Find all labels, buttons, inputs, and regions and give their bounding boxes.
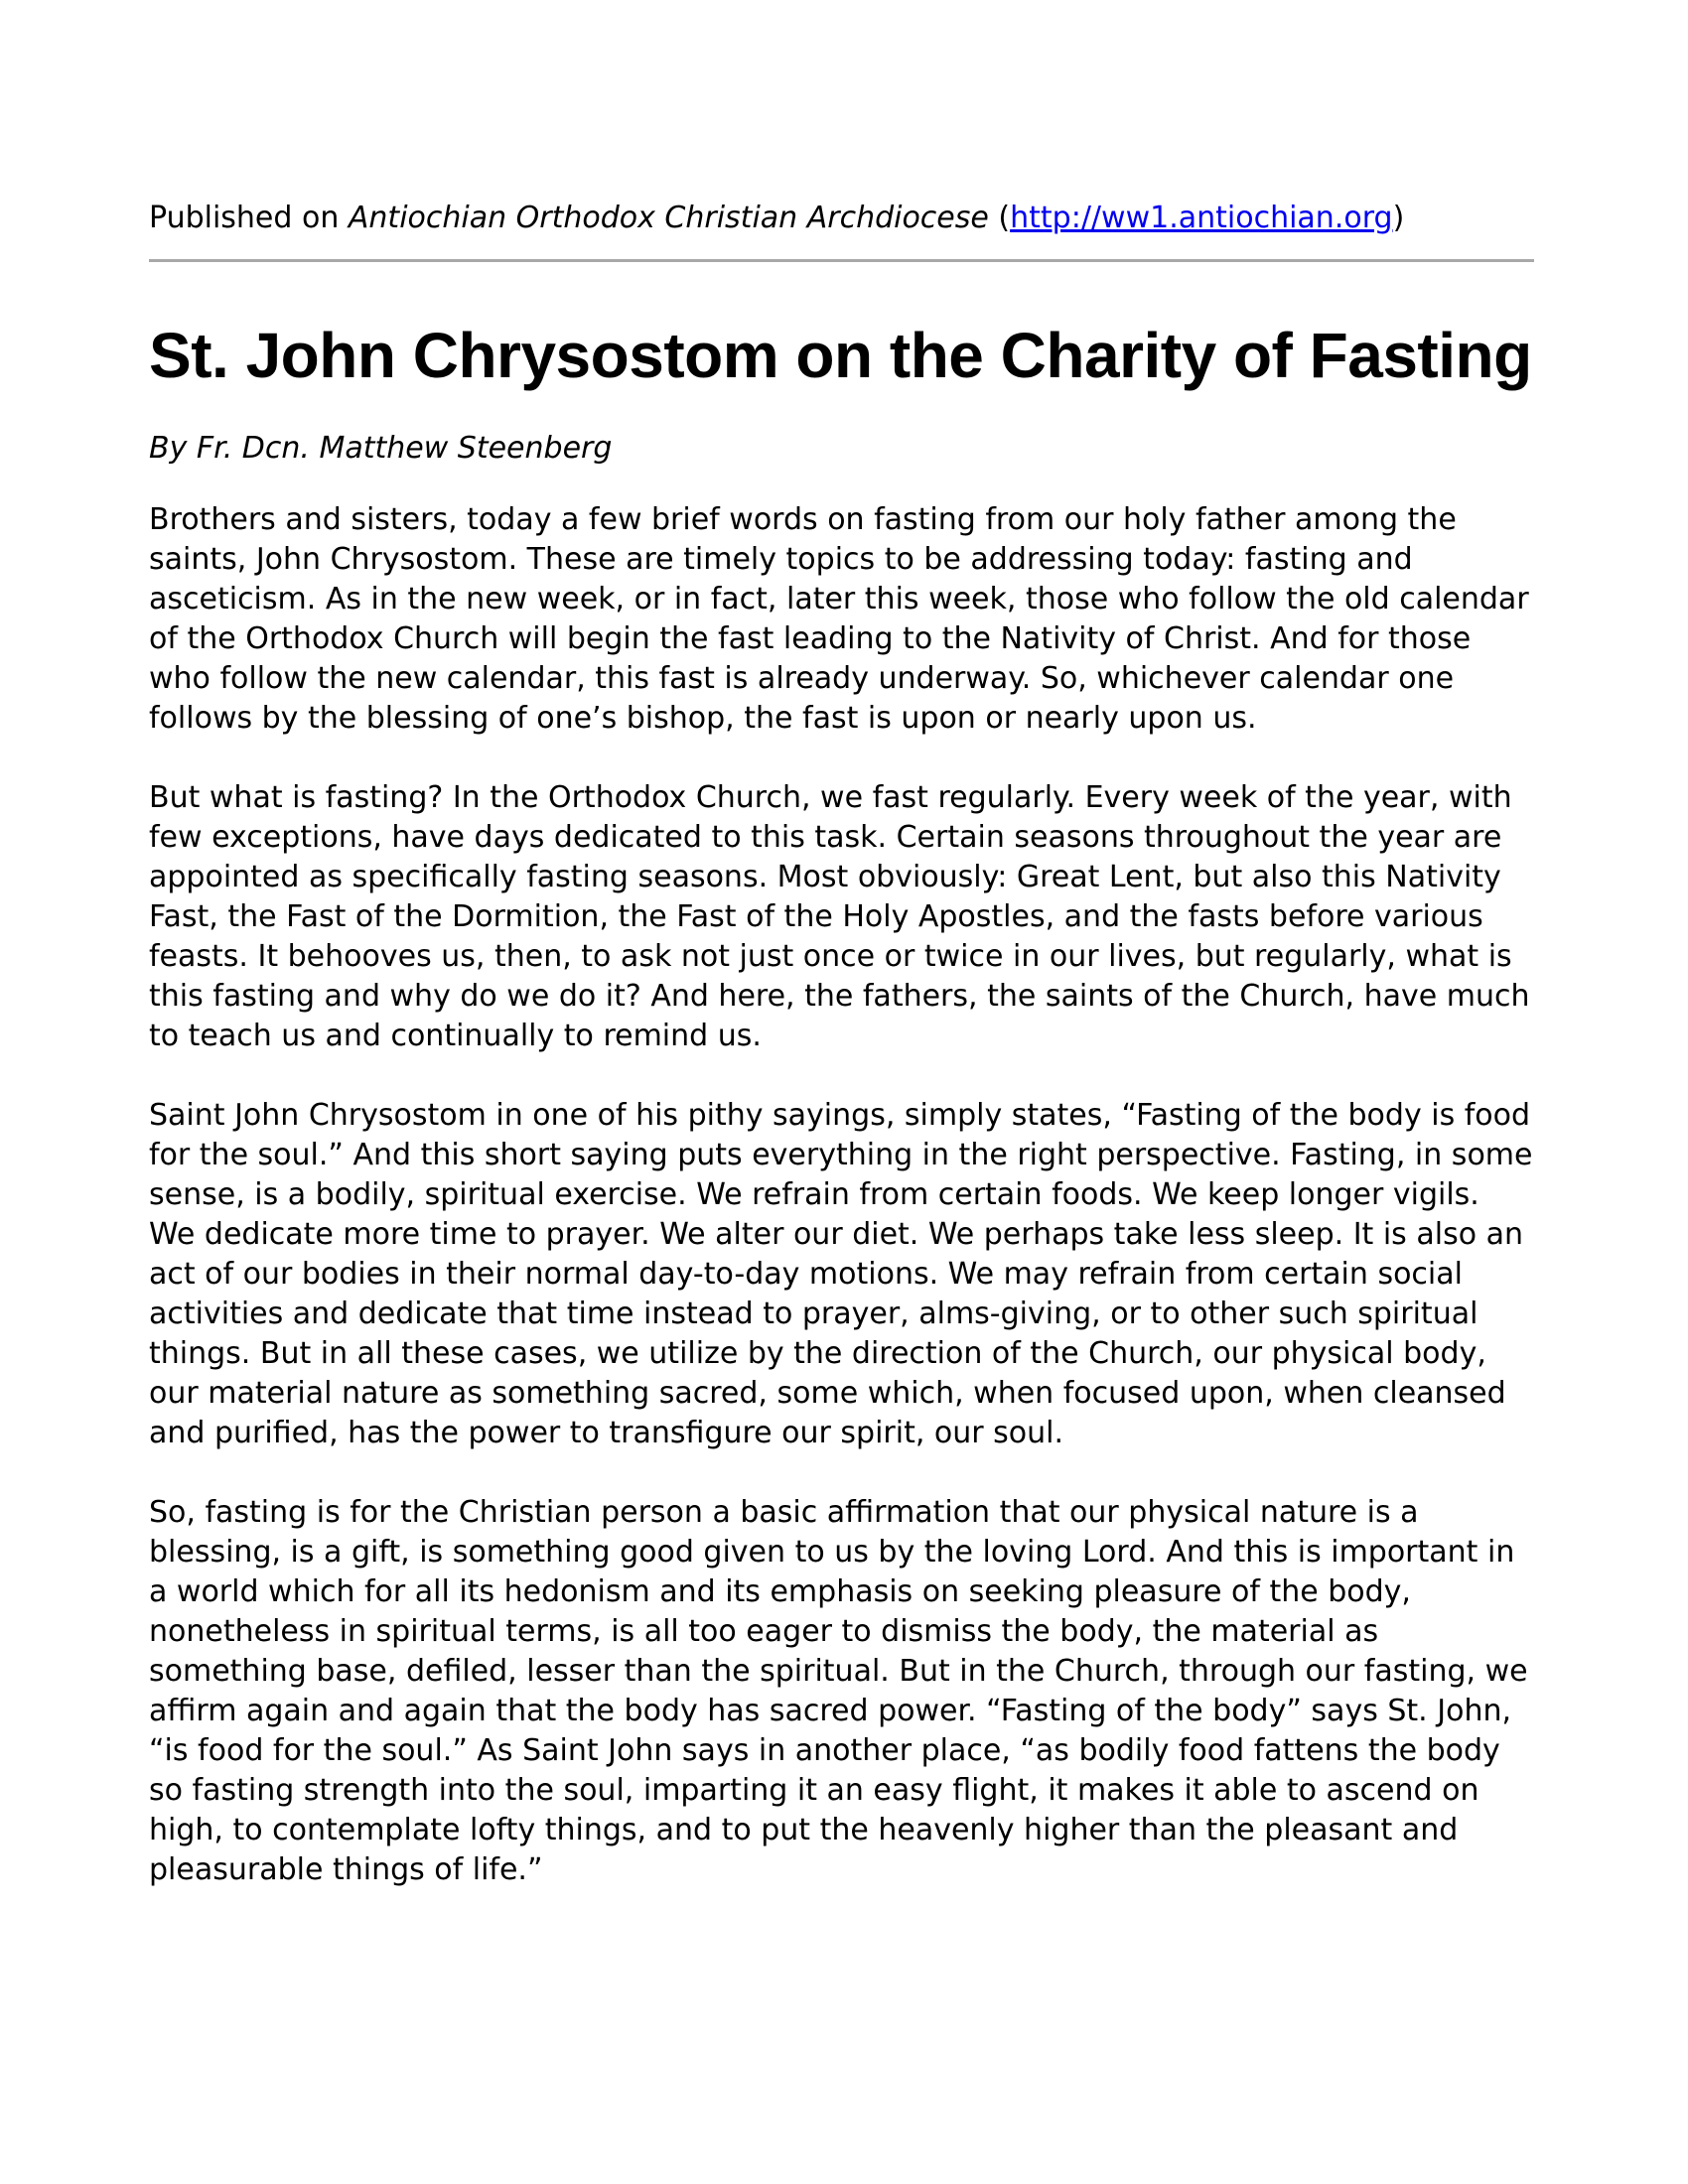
document-page (149, 197, 1534, 1930)
paragraph-2: But what is fasting? In the Orthodox Church, we fast regularly. Every week of the year, with few exceptions, have days dedicated to this task. Certain seasons throughout the year are appointed as specifically fasting seasons. Most obviously: Great Lent, but also this Nativity Fast, the Fast of the Dormition, the Fast of the Holy Apostles, and the fasts before various feasts. It behooves us, then, to ask not just once or twice in our lives, but regularly, what is this fasting and why do we do it? And here, the fathers, the saints of the Church, have much to teach us and continually to remind us. (149, 780, 1530, 1053)
article-title: St. John Chrysostom on the Charity of Fasting (149, 320, 1532, 391)
published-prefix: Published on (149, 201, 340, 235)
site-url-link[interactable]: http://ww1.antiochian.org (1010, 201, 1393, 235)
paragraph-4: So, fasting is for the Christian person a basic affirmation that our physical nature is a blessing, is a gift, is something good given to us by the loving Lord. And this is important in a world which for all its hedonism and its emphasis on seeking pleasure of the body, nonetheless in spiritual terms, is all too eager to dismiss the body, the material as something base, defiled, lesser than the spiritual. But in the Church, through our fasting, we affirm again and again that the body has sacred power. “Fasting of the body” says St. John, “is food for the soul.” As Saint John says in another place, “as bodily food fattens the body so fasting strength into the soul, imparting it an easy flight, it makes it able to ascend on high, to contemplate lofty things, and to put the heavenly higher than the pleasant and pleasurable things of life.” (149, 1495, 1528, 1887)
paragraph-3: Saint John Chrysostom in one of his pithy sayings, simply states, “Fasting of the body is food for the soul.” And this short saying puts everything in the right perspective. Fasting, in some sense, is a bodily, spiritual exercise. We refrain from certain foods. We keep longer vigils. We dedicate more time to prayer. We alter our diet. We perhaps take less sleep. It is also an act of our bodies in their normal day-to-day motions. We may refrain from certain social activities and dedicate that time instead to prayer, alms-giving, or to other such spiritual things. But in all these cases, we utilize by the direction of the Church, our physical body, our material nature as something sacred, some which, when focused upon, when cleansed and purified, has the power to transfigure our spirit, our soul. (149, 1098, 1533, 1450)
published-line (149, 197, 1534, 240)
paragraph-1: Brothers and sisters, today a few brief words on fasting from our holy father among the saints, John Chrysostom. These are timely topics to be addressing today: fasting and asceticism. As in the new week, or in fact, later this week, those who follow the old calendar of the Orthodox Church will begin the fast leading to the Nativity of Christ. And for those who follow the new calendar, this fast is already underway. So, whichever calendar one follows by the blessing of one’s bishop, the fast is upon or nearly upon us. (149, 502, 1529, 736)
site-name: Antiochian Orthodox Christian Archdiocese (348, 201, 989, 235)
article-body (149, 500, 1534, 1890)
close-paren: ) (1392, 201, 1405, 235)
open-paren: ( (998, 201, 1011, 235)
header-divider (149, 259, 1534, 262)
article-byline: By Fr. Dcn. Matthew Steenberg (149, 431, 613, 466)
